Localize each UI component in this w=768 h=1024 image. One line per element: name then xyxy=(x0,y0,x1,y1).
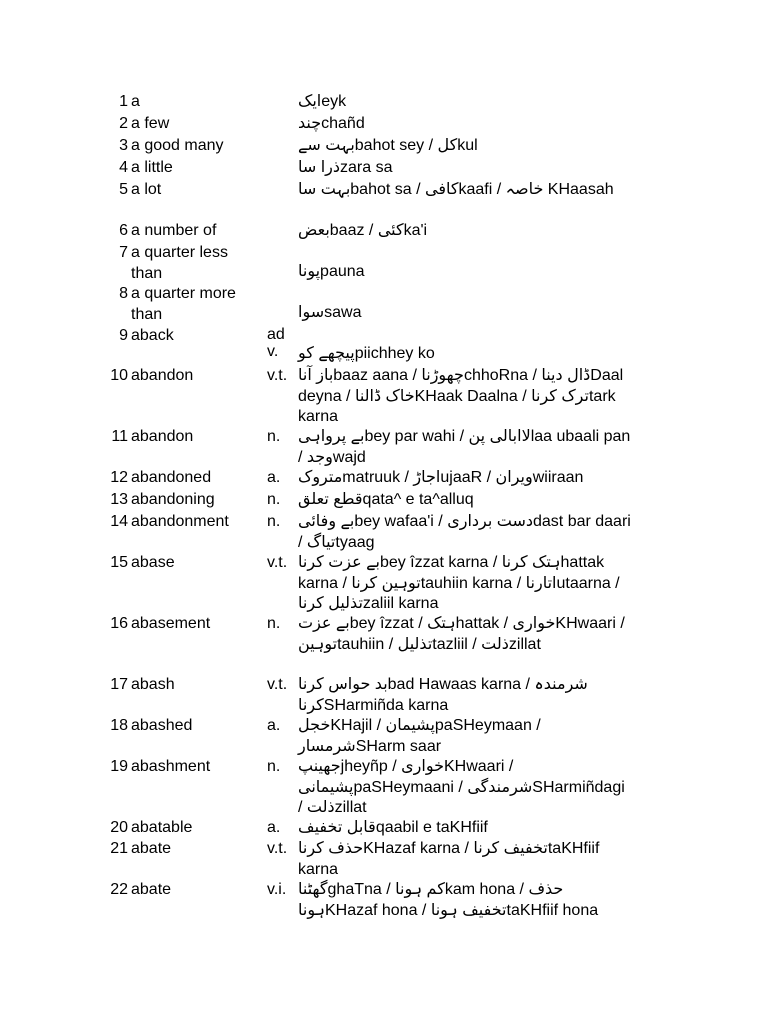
entry-translation: سواsawa xyxy=(298,304,362,321)
entry-translation: ایکeyk xyxy=(298,93,347,110)
entry-word: a lot xyxy=(131,181,162,198)
entry-word: abate xyxy=(131,840,172,857)
entry-part-of-speech: ad v. xyxy=(267,326,285,360)
entry-translation: پیچھے کوpiichhey ko xyxy=(298,345,435,362)
entry-word: a good many xyxy=(131,137,224,154)
entry-translation: بہت ساbahot sa / کافیkaafi / خاصہ KHaasah xyxy=(298,181,614,198)
entry-part-of-speech: v.t. xyxy=(267,676,288,693)
entry-word: abatable xyxy=(131,819,193,836)
entry-number: 2 xyxy=(119,115,128,132)
entry-number: 6 xyxy=(119,222,128,239)
entry-translation: بعضbaaz / کئیka'i xyxy=(298,222,428,239)
entry-word: abandon xyxy=(131,428,194,445)
entry-translation: باز آناbaaz aana / چھوڑناchhoRna / ڈال دیناDaal deyna / خاک ڈالناKHaak Daalna / ترک کرناtark karna xyxy=(298,367,624,425)
entry-number: 8 xyxy=(119,285,128,302)
entry-word: abandoned xyxy=(131,469,212,486)
entry-word: abandon xyxy=(131,367,194,384)
entry-translation: متروکmatruuk / اجاڑujaaR / ویرانwiiraan xyxy=(298,469,584,486)
entry-word: abasement xyxy=(131,615,211,632)
entry-translation: بد حواس کرناbad Hawaas karna / شرمندہ کرناSHarmiñda karna xyxy=(298,676,588,714)
entry-number: 17 xyxy=(110,676,128,693)
entry-translation: بے وفائیbey wafaa'i / دست برداریdast bar daari / تیاگtyaag xyxy=(298,513,631,551)
entry-word: abash xyxy=(131,676,175,693)
entry-number: 13 xyxy=(110,491,128,508)
entry-part-of-speech: n. xyxy=(267,513,281,530)
entry-word: aback xyxy=(131,327,174,344)
entry-translation: بہت سےbahot sey / کلkul xyxy=(298,137,478,154)
entry-number: 9 xyxy=(119,327,128,344)
entry-word: abase xyxy=(131,554,175,571)
entry-word: abate xyxy=(131,881,172,898)
entry-number: 21 xyxy=(110,840,128,857)
entry-word: a quarter less than xyxy=(131,244,228,282)
entry-number: 1 xyxy=(119,93,128,110)
entry-translation: پوناpauna xyxy=(298,263,365,280)
entry-number: 5 xyxy=(119,181,128,198)
entry-translation: بے پرواہیbey par wahi / لاابالی پنlaa ubaali pan / وجدwajd xyxy=(298,428,631,466)
entry-number: 11 xyxy=(111,428,128,445)
entry-word: abandonment xyxy=(131,513,229,530)
entry-part-of-speech: n. xyxy=(267,615,281,632)
entry-word: abashed xyxy=(131,717,193,734)
entry-word: abashment xyxy=(131,758,211,775)
entry-part-of-speech: v.i. xyxy=(267,881,287,898)
entry-number: 12 xyxy=(110,469,128,486)
entry-translation: گھٹناghaTna / کم ہوناkam hona / حذف ہوناKHazaf hona / تخفیف ہوناtaKHfiif hona xyxy=(298,881,599,919)
entry-translation: خجلKHajil / پشیمانpaSHeymaan / شرمسارSHarm saar xyxy=(298,717,541,755)
entry-part-of-speech: a. xyxy=(267,819,281,836)
entry-translation: قابل تخفیفqaabil e taKHfiif xyxy=(298,819,488,836)
entry-number: 15 xyxy=(110,554,128,571)
entry-translation: بے عزتbey îzzat / ہتکhattak / خواریKHwaari / توہینtauhiin / تذلیلtazliil / ذلتzillat xyxy=(298,615,625,653)
entry-number: 3 xyxy=(119,137,128,154)
entry-word: abandoning xyxy=(131,491,215,508)
entry-translation: چندchañd xyxy=(298,115,365,132)
entry-part-of-speech: v.t. xyxy=(267,554,288,571)
entry-word: a few xyxy=(131,115,170,132)
entry-word: a quarter more than xyxy=(131,285,236,323)
entry-part-of-speech: n. xyxy=(267,428,281,445)
entry-word: a number of xyxy=(131,222,217,239)
entry-number: 18 xyxy=(110,717,128,734)
entry-number: 10 xyxy=(110,367,128,384)
entry-number: 22 xyxy=(110,881,128,898)
entry-translation: قطع تعلقqata^ e ta^alluq xyxy=(298,491,474,508)
entry-number: 4 xyxy=(119,159,128,176)
entry-number: 19 xyxy=(110,758,128,775)
entry-word: a xyxy=(131,93,140,110)
entry-number: 20 xyxy=(110,819,128,836)
entry-translation: جھینپjheyñp / خواریKHwaari / پشیمانیpaSHeymaani / شرمندگیSHarmiñdagi / ذلتzillat xyxy=(298,758,625,816)
entry-word: a little xyxy=(131,159,173,176)
entry-part-of-speech: n. xyxy=(267,758,281,775)
entry-part-of-speech: v.t. xyxy=(267,367,288,384)
entry-part-of-speech: a. xyxy=(267,717,281,734)
entry-part-of-speech: v.t. xyxy=(267,840,288,857)
entry-number: 14 xyxy=(110,513,128,530)
entry-number: 16 xyxy=(110,615,128,632)
entry-translation: بے عزت کرناbey îzzat karna / ہتک کرناhattak karna / توہین کرناtauhiin karna / اتارناutaarna / تذلیل کرناzaliil karna xyxy=(298,554,620,612)
entry-part-of-speech: a. xyxy=(267,469,281,486)
entry-number: 7 xyxy=(119,244,128,261)
entry-part-of-speech: n. xyxy=(267,491,281,508)
entry-translation: حذف کرناKHazaf karna / تخفیف کرناtaKHfiif karna xyxy=(298,840,600,878)
entry-translation: ذرا ساzara sa xyxy=(298,159,393,176)
